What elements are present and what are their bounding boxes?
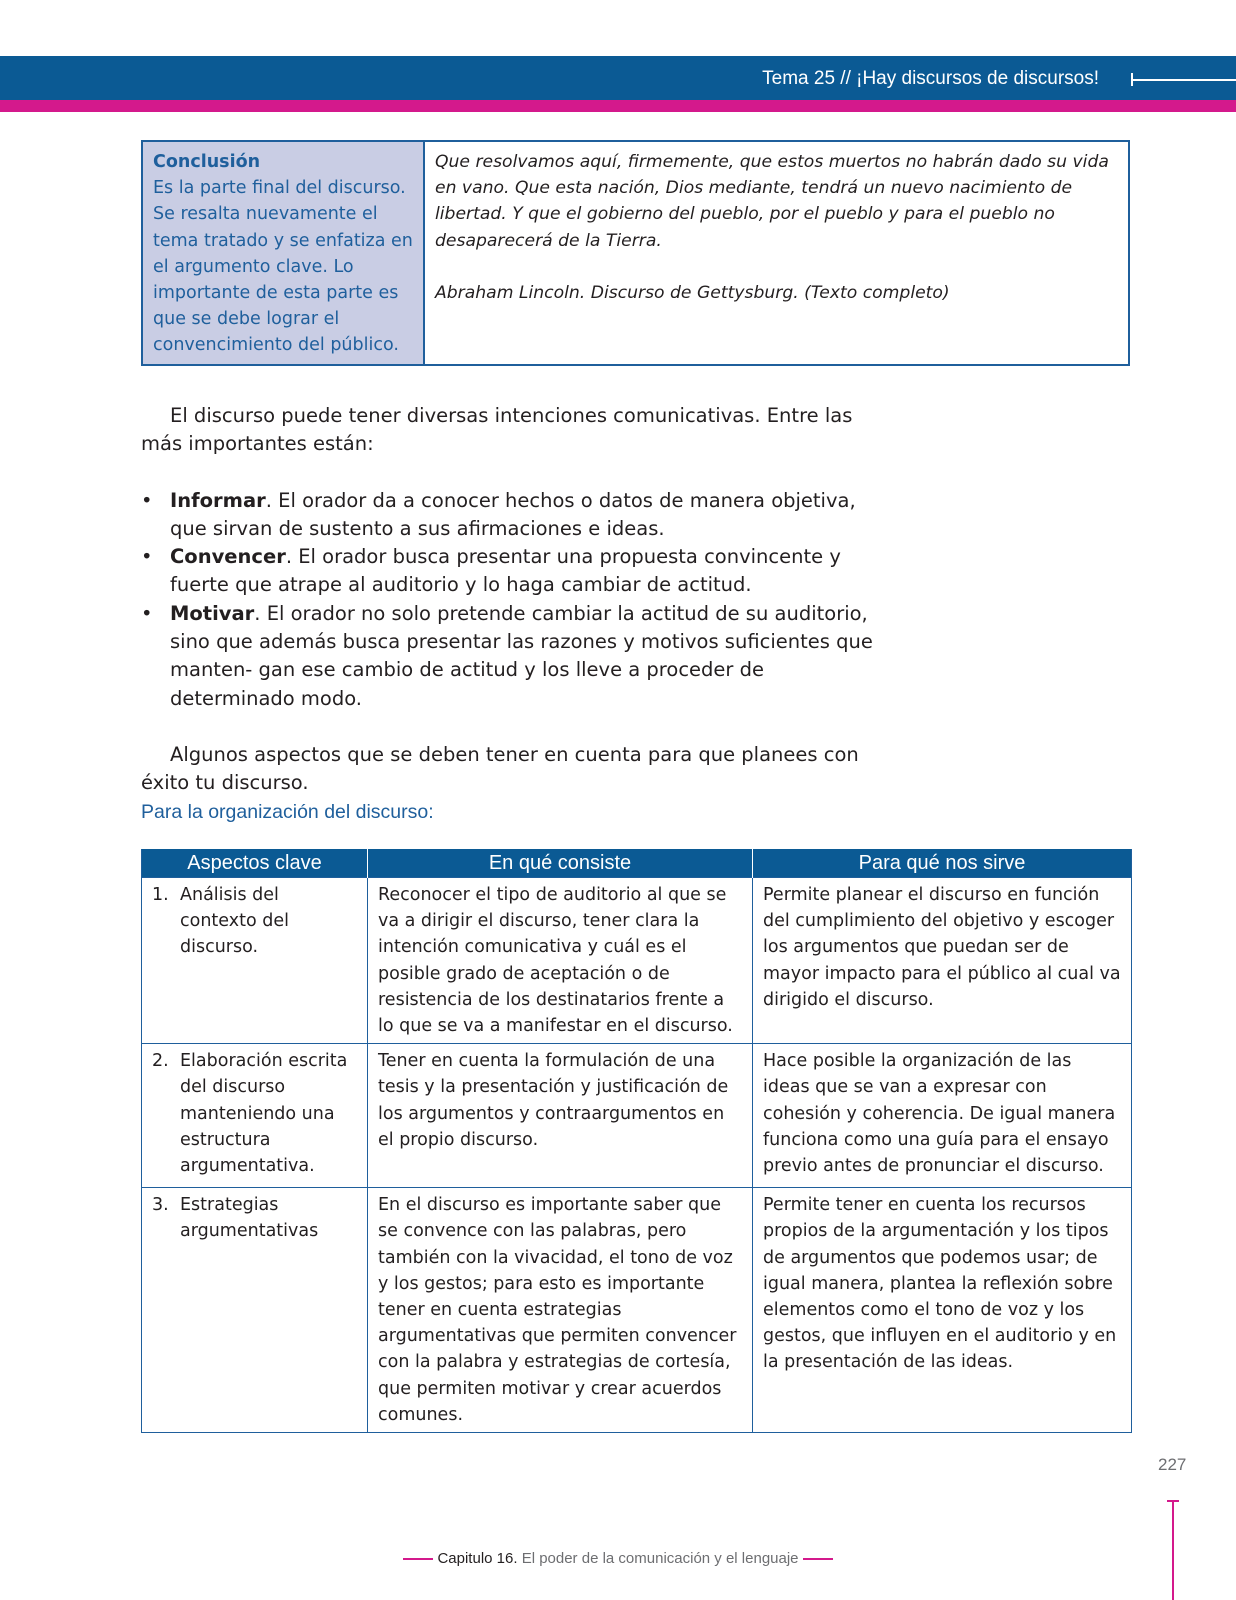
chapter-footer xyxy=(0,1550,1236,1567)
row-number: 1. xyxy=(152,885,169,905)
list-item xyxy=(141,487,881,544)
conclusion-description: Es la parte final del discurso. Se resalta nuevamente el tema tratado y se enfatiza en el argumento clave. Lo importante de esta parte es que se debe lograr el convencimiento del público. xyxy=(153,178,413,356)
aspect-text: Estrategias argumentativas xyxy=(180,1195,319,1242)
aspect-cell xyxy=(142,1188,368,1433)
chapter-label: Capitulo 16. xyxy=(437,1550,518,1567)
consists-cell: Reconocer el tipo de auditorio al que se va a dirigir el discurso, tener clara la intención comunicativa y cuál es el posible grado de aceptación o de resistencia de los destinatarios frente a lo que se va a manifestar en el discurso. xyxy=(368,878,753,1044)
list-item xyxy=(141,600,881,713)
table-row xyxy=(142,1044,1132,1188)
consists-cell: Tener en cuenta la formulación de una tesis y la presentación y justificación de los argumentos y contraargumentos en el propio discurso. xyxy=(368,1044,753,1188)
organization-table xyxy=(141,849,1132,1433)
closing-paragraph: Algunos aspectos que se deben tener en cuenta para que planees con éxito tu discurso. xyxy=(141,742,859,795)
column-header: En qué consiste xyxy=(368,849,753,878)
purpose-cell: Hace posible la organización de las ideas que se van a expresar con cohesión y coherencia. De igual manera funciona como una guía para el ensayo previo antes de pronunciar el discurso. xyxy=(753,1044,1132,1188)
list-item-text: . El orador busca presentar una propuesta convincente y fuerte que atrape al auditorio y lo haga cambiar de actitud. xyxy=(170,545,841,597)
intentions-list xyxy=(141,487,881,713)
aspect-text: Elaboración escrita del discurso manteniendo una estructura argumentativa. xyxy=(180,1051,348,1177)
row-number: 2. xyxy=(152,1051,169,1072)
quote-source: Abraham Lincoln. Discurso de Gettysburg. (Texto completo) xyxy=(435,282,950,303)
intro-paragraph: El discurso puede tener diversas intenciones comunicativas. Entre las más importantes están: xyxy=(141,404,853,456)
footer-rule-right xyxy=(803,1558,833,1560)
topic-title: Tema 25 // ¡Hay discursos de discursos! xyxy=(762,68,1099,89)
table-row xyxy=(142,878,1132,1044)
lincoln-quote: Que resolvamos aquí, firmemente, que estos muertos no habrán dado su vida en vano. Que esta nación, Dios mediante, tendrá un nuevo nacimiento de libertad. Y que el gobierno del pueblo, por el pueblo y para el pueblo no desaparecerá de la Tierra. xyxy=(435,152,1109,251)
list-item-text: . El orador da a conocer hechos o datos de manera objetiva, que sirvan de sustento a sus afirmaciones e ideas. xyxy=(170,488,856,540)
list-item-term: Informar xyxy=(170,488,266,512)
conclusion-example xyxy=(425,142,1128,364)
purpose-cell: Permite tener en cuenta los recursos propios de la argumentación y los tipos de argumentos que podemos usar; de igual manera, plantea la reflexión sobre elementos como el tono de voz y los gestos, que influyen en el auditorio y en la presentación de las ideas. xyxy=(753,1188,1132,1433)
table-header-row xyxy=(142,849,1132,878)
header-accent-stripe xyxy=(0,100,1236,112)
aspect-cell xyxy=(142,878,368,1044)
page-number: 227 xyxy=(1158,1455,1187,1474)
list-item-text: . El orador no solo pretende cambiar la actitud de su auditorio, sino que además busca presentar las razones y motivos suficientes que manten- gan ese cambio de actitud y los lleve a proceder de determinado modo. xyxy=(170,601,873,710)
aspect-text: Análisis del contexto del discurso. xyxy=(180,885,289,958)
table-row xyxy=(142,1188,1132,1433)
conclusion-title: Conclusión xyxy=(153,152,261,172)
conclusion-definition xyxy=(143,142,425,364)
body-text xyxy=(141,402,881,798)
consists-cell: En el discurso es importante saber que se convence con las palabras, pero también con la vivacidad, el tono de voz y los gestos; para esto es importante tener en cuenta estrategias argumentativas que permiten convencer con la palabra y estrategias de cortesía, que permiten motivar y crear acuerdos comunes. xyxy=(368,1188,753,1433)
row-number: 3. xyxy=(152,1195,169,1216)
aspect-cell xyxy=(142,1044,368,1188)
footer-rule-left xyxy=(403,1558,433,1560)
chapter-title: El poder de la comunicación y el lenguaje xyxy=(521,1550,799,1567)
page-edge-tick xyxy=(1167,1500,1179,1502)
section-subheading: Para la organización del discurso: xyxy=(141,801,434,823)
conclusion-box xyxy=(141,140,1130,366)
header-rule xyxy=(1131,79,1236,81)
bullet-icon: • xyxy=(141,488,153,512)
list-item xyxy=(141,543,881,600)
list-item-term: Convencer xyxy=(170,545,286,569)
bullet-icon: • xyxy=(141,601,153,625)
bullet-icon: • xyxy=(141,545,153,569)
column-header: Para qué nos sirve xyxy=(753,849,1132,878)
column-header: Aspectos clave xyxy=(142,849,368,878)
list-item-term: Motivar xyxy=(170,601,255,625)
purpose-cell: Permite planear el discurso en función del cumplimiento del objetivo y escoger los argumentos que puedan ser de mayor impacto para el público al cual va dirigido el discurso. xyxy=(753,878,1132,1044)
